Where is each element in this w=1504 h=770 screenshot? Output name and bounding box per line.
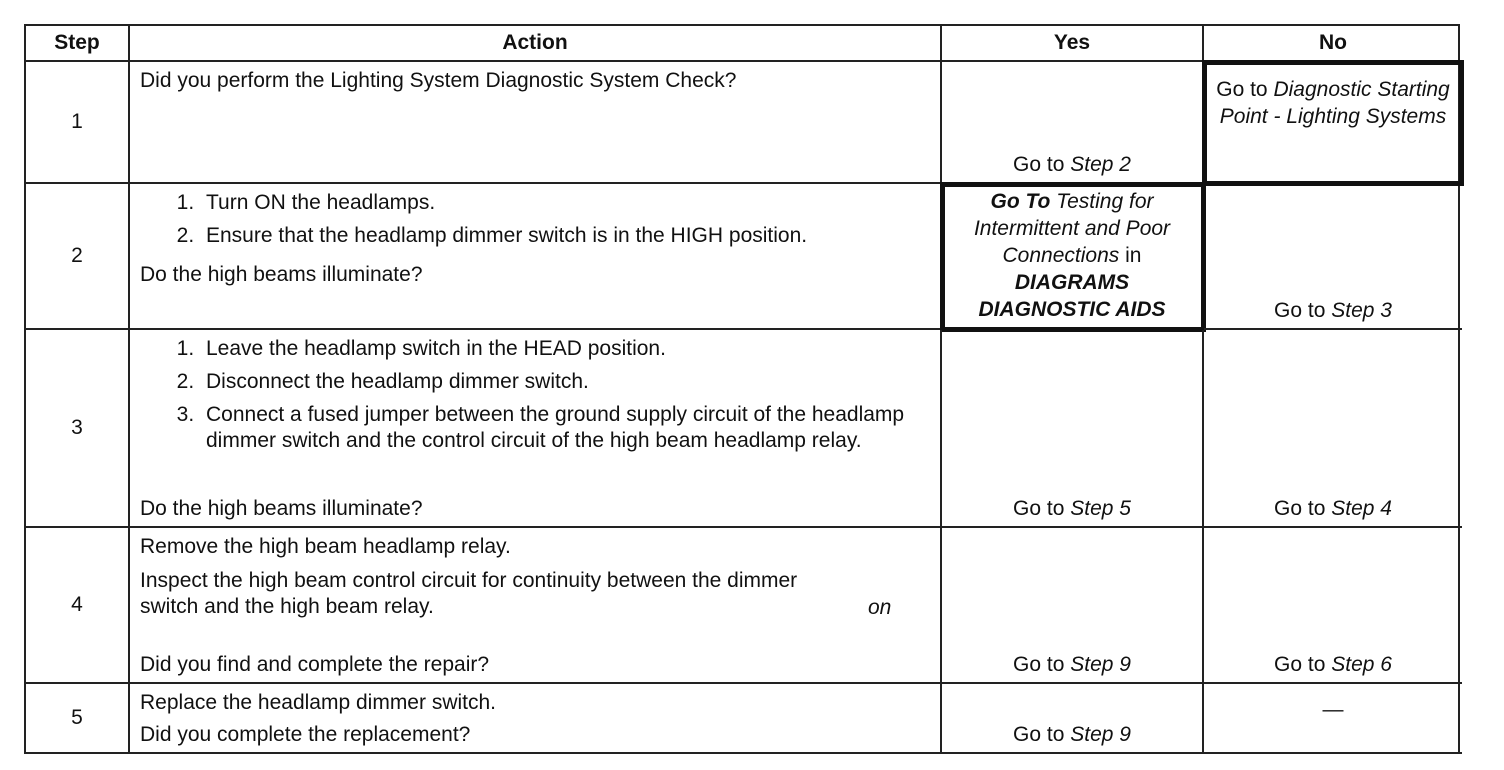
action-step: 1. Turn ON the headlamps.: [200, 190, 930, 216]
action-cell: [130, 528, 942, 684]
goto-target[interactable]: Step 5: [1070, 497, 1131, 520]
action-question: Do the high beams illuminate?: [140, 497, 423, 520]
step-number: 1: [26, 62, 130, 184]
yes-cell: [942, 528, 1204, 684]
no-cell: [1204, 684, 1462, 754]
yes-goto: [942, 152, 1202, 178]
goto-target[interactable]: Step 6: [1331, 653, 1392, 676]
goto-prefix: Go to: [1013, 653, 1065, 676]
no-cell: [1204, 528, 1462, 684]
action-question: Do the high beams illuminate?: [140, 263, 423, 286]
goto-target[interactable]: Step 9: [1070, 723, 1131, 746]
goto-prefix: Go to: [1274, 497, 1326, 520]
yes-cell: [942, 330, 1204, 528]
goto-target[interactable]: Step 2: [1070, 153, 1131, 176]
table-row: [24, 62, 1460, 184]
action-line: Remove the high beam headlamp relay.: [140, 535, 511, 558]
stray-text: on: [868, 596, 892, 619]
step-number: 2: [26, 184, 130, 330]
action-steps-list: [140, 190, 930, 249]
goto-target[interactable]: Step 4: [1331, 497, 1392, 520]
action-cell: [130, 184, 942, 330]
step-number: 5: [26, 684, 130, 754]
table-row: [24, 330, 1460, 528]
table-row: [24, 184, 1460, 330]
doc-name-line2: DIAGNOSTIC AIDS: [978, 298, 1166, 321]
no-cell: [1204, 330, 1462, 528]
action-question: Did you find and complete the repair?: [140, 653, 490, 676]
goto-prefix: Go to: [1013, 723, 1065, 746]
diagnostic-table: [24, 24, 1460, 754]
no-goto: [1204, 496, 1462, 522]
table-row: [24, 528, 1460, 684]
no-goto: [1204, 298, 1462, 324]
goto-target[interactable]: Step 9: [1070, 653, 1131, 676]
action-question: Did you complete the replacement?: [140, 723, 471, 746]
header-yes: Yes: [942, 26, 1204, 62]
goto-prefix: Go to: [1274, 299, 1326, 322]
yes-cell: [942, 184, 1204, 330]
no-cell: [1204, 184, 1462, 330]
table-row: [24, 684, 1460, 754]
header-action: Action: [130, 26, 942, 62]
goto-target[interactable]: Testing for Intermittent and Poor Connections: [973, 190, 1171, 267]
goto-prefix: Go to: [1013, 153, 1065, 176]
action-line: Inspect the high beam control circuit for continuity between the dimmer switch and the high beam relay.: [140, 569, 798, 618]
no-cell: [1204, 62, 1462, 184]
step-number: 4: [26, 528, 130, 684]
action-cell: [130, 330, 942, 528]
no-action-dash: —: [1322, 698, 1344, 721]
yes-cell: [942, 62, 1204, 184]
goto-prefix: Go to: [1274, 653, 1326, 676]
goto-target[interactable]: Diagnostic Starting Point - Lighting Systems: [1219, 78, 1450, 128]
goto-target[interactable]: Step 3: [1331, 299, 1392, 322]
goto-prefix: Go to: [1216, 78, 1268, 101]
action-step: 3. Connect a fused jumper between the ground supply circuit of the headlamp dimmer switch and the control circuit of the high beam headlamp relay.: [200, 402, 930, 454]
action-cell: [130, 62, 942, 184]
action-step: 1. Leave the headlamp switch in the HEAD position.: [200, 336, 930, 362]
no-goto: [1204, 652, 1462, 678]
goto-prefix: Go To: [990, 190, 1051, 213]
goto-mid: in: [1125, 244, 1142, 267]
action-step: 2. Disconnect the headlamp dimmer switch.: [200, 369, 930, 395]
yes-goto: [942, 652, 1202, 678]
action-steps-list: [140, 336, 930, 454]
header-step: Step: [26, 26, 130, 62]
header-row: [24, 24, 1460, 62]
action-line: Replace the headlamp dimmer switch.: [140, 691, 496, 714]
action-cell: [130, 684, 942, 754]
goto-prefix: Go to: [1013, 497, 1065, 520]
yes-cell: [942, 684, 1204, 754]
action-step: 2. Ensure that the headlamp dimmer switch is in the HIGH position.: [200, 223, 930, 249]
step-number: 3: [26, 330, 130, 528]
action-question: Did you perform the Lighting System Diagnostic System Check?: [140, 69, 737, 92]
yes-goto: [942, 496, 1202, 522]
doc-name-line1: DIAGRAMS: [1014, 271, 1130, 294]
yes-goto: [942, 722, 1202, 748]
header-no: No: [1204, 26, 1462, 62]
